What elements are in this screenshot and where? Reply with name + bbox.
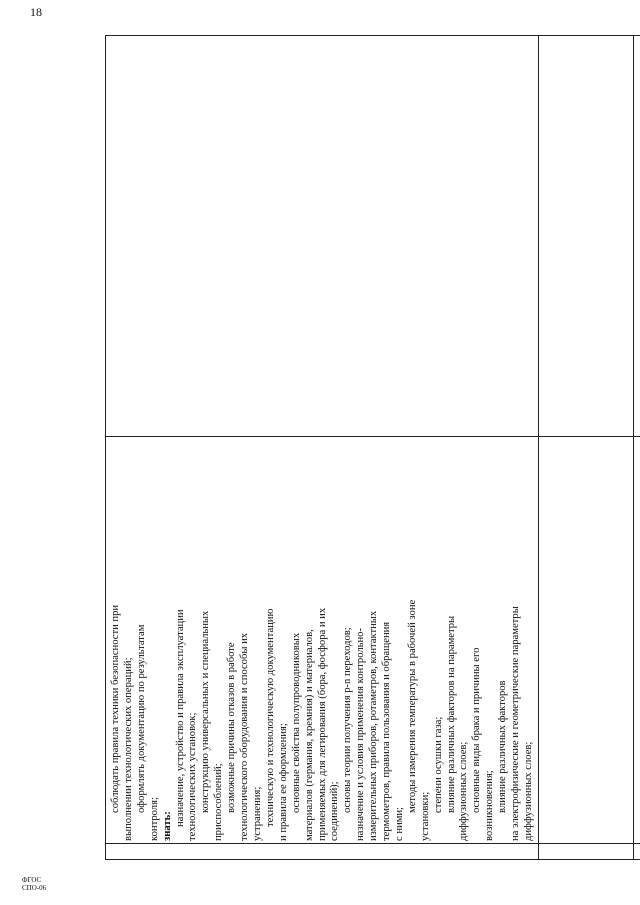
row-1-col-3-empty-cell	[106, 36, 539, 437]
requirements-text	[110, 441, 536, 841]
requirement-line: степени осушки газа;	[432, 716, 444, 813]
requirement-line: измерительных приборов, ротаметров, контактных	[368, 610, 380, 841]
requirement-line: технологических установок;	[187, 712, 199, 841]
requirement-line: на электрофизические и геометрические параметры	[510, 606, 522, 841]
row-2-col-2-empty-cell	[538, 437, 633, 844]
requirement-line: применяемых для легирования (бора, фосфора и их	[316, 607, 328, 841]
requirement-line: и правила ее оформления;	[277, 723, 289, 841]
requirement-line: соединений);	[329, 781, 341, 841]
requirement-line: назначение и условия применения контрольно-	[355, 628, 367, 841]
requirement-line: основные виды брака и причины его	[471, 647, 483, 813]
footer-label: ФГОС СПО-06	[22, 876, 47, 892]
row-2-col-1-empty-cell	[538, 844, 633, 860]
row-3-col-3-empty-cell	[633, 36, 640, 437]
requirements-cell	[106, 437, 539, 844]
requirement-line: назначение, устройство и правила эксплуатации	[174, 609, 186, 827]
row-3-col-2-empty-cell	[633, 437, 640, 844]
requirement-line: конструкцию универсальных и специальных	[200, 610, 212, 813]
row-3-col-1-empty-cell	[633, 844, 640, 860]
requirement-line: методы измерения температуры в рабочей зоне	[406, 599, 418, 813]
table-row	[106, 36, 539, 860]
requirement-line: влияние различных факторов на параметры	[445, 615, 457, 813]
requirement-line: возникновения;	[484, 770, 496, 841]
requirement-line: материалов (германия, кремния) и материалов,	[303, 629, 315, 841]
table-row	[633, 36, 640, 860]
requirement-line: диффузионных слоев;	[523, 741, 534, 841]
requirement-line: основы теории получения p-n переходов;	[342, 627, 354, 813]
row-2-col-3-empty-cell	[538, 36, 633, 437]
requirement-line: технологического оборудования и способы их	[239, 632, 251, 841]
requirement-line: знать:	[161, 811, 173, 841]
requirement-line: возможные причины отказов в работе	[226, 642, 238, 813]
requirement-line: с ними;	[393, 806, 405, 841]
requirement-line: диффузионных слоев;	[458, 741, 470, 841]
requirement-line: оформлять документацию по результатам	[135, 624, 147, 813]
requirement-line: техническую и технологическую документацию	[264, 608, 276, 827]
table-row	[538, 36, 633, 860]
requirement-line: установки;	[419, 791, 431, 841]
requirement-line: соблюдать правила техники безопасности при	[110, 604, 121, 813]
requirement-line: приспособлений;	[213, 763, 225, 841]
requirement-line: выполнении технологических операций;	[122, 657, 134, 841]
row-1-col-1-empty-cell	[106, 844, 539, 860]
page-number: 18	[30, 5, 42, 19]
requirement-line: термометров, правила пользования и обращения	[381, 621, 393, 841]
requirement-line: влияние различных факторов	[497, 680, 509, 813]
requirement-line: основные свойства полупроводниковых	[290, 632, 302, 813]
competency-table	[105, 35, 640, 860]
requirement-line: устранения;	[251, 786, 263, 841]
requirement-line: контроля;	[148, 797, 160, 841]
